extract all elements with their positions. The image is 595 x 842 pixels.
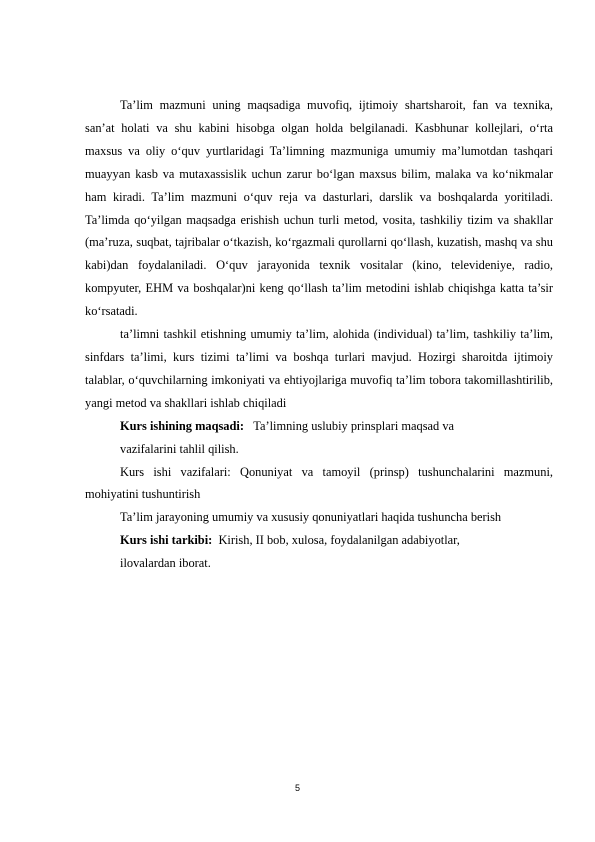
course-goal bbox=[85, 415, 553, 438]
course-structure bbox=[85, 529, 553, 552]
course-structure-text: Kirish, II bob, xulosa, foydalanilgan adabiyotlar, bbox=[218, 533, 460, 548]
page-number: 5 bbox=[294, 783, 300, 793]
course-structure-continuation: ilovalardan iborat. bbox=[120, 556, 211, 571]
course-goal-continuation: vazifalarini tahlil qilish. bbox=[120, 441, 239, 456]
general-laws-line: Ta’lim jarayoning umumiy va xususiy qonuniyatlari haqida tushuncha berish bbox=[120, 510, 502, 525]
document-body bbox=[85, 94, 553, 575]
course-structure-label: Kurs ishi tarkibi: bbox=[120, 533, 213, 548]
course-goal-text: Ta’limning uslubiy prinsplari maqsad va bbox=[253, 418, 455, 433]
paragraph-education-content: Ta’lim mazmuni uning maqsadiga muvofiq, ijtimoiy shartsharoit, fan va texnika, san’at holati va shu kabini hisobga olgan holda belgilanadi. Kasbhunar kollejlari, o‘rta maxsus va oliy o‘quv yurtlaridagi Ta’limning mazmuniga umumiy ma’lumotdan tashqari muayyan kasb va mutaxassislik uchun zarur bo‘lgan maxsus bilim, malaka va ko‘nikmalar ham kiradi. Ta’lim mazmuni o‘quv reja va dasturlari, darslik va boshqalarda yoritiladi. Ta’limda qo‘yilgan maqsadga erishish uchun turli metod, vosita, tashkiliy tizim va shakllar (ma’ruza, suqbat, tajribalar o‘tkazish, ko‘rgazmali qurollarni qo‘llash, kuzatish, mashq va shu kabi)dan foydalaniladi. O‘quv jarayonida texnik vositalar (kino, televideniye, radio, kompyuter, EHM va boshqalar)ni keng qo‘llash ta’lim metodini ishlab chiqishga katta ta’sir ko‘rsatadi. bbox=[85, 98, 553, 319]
course-tasks: Kurs ishi vazifalari: Qonuniyat va tamoyil (prinsp) tushunchalarini mazmuni, mohiyatini tushuntirish bbox=[85, 464, 553, 502]
paragraph-education-types: ta’limni tashkil etishning umumiy ta’lim, alohida (individual) ta’lim, tashkiliy ta’lim, sinfdars ta’limi, kurs tizimi ta’limi va boshqa turlari mavjud. Hozirgi sharoitda ijtimoiy talablar, o‘quvchilarning imkoniyati va ehtiyojlariga muvofiq ta’lim tobora takomillashtirilib, yangi metod va shakllari ishlab chiqiladi bbox=[85, 327, 553, 410]
course-goal-label: Kurs ishining maqsadi: bbox=[120, 418, 244, 433]
